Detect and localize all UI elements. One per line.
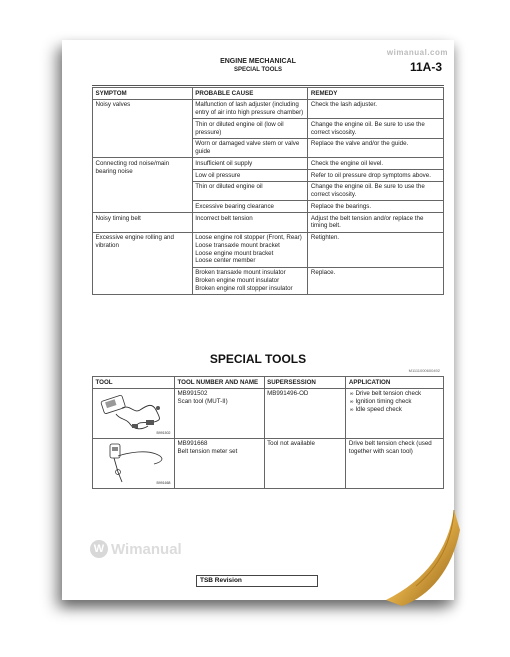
page-number: 11A-3: [409, 60, 442, 74]
col-header-tool-number: TOOL NUMBER AND NAME: [175, 377, 265, 389]
tool-image-cell: [93, 438, 175, 488]
symptom-cell: Connecting rod noise/main bearing noise: [93, 158, 193, 213]
application-cell: Drive belt tension check (used together with scan tool): [346, 438, 444, 488]
tool-name: Belt tension meter set: [177, 448, 238, 455]
list-item: ∞ Drive belt tension check: [357, 390, 441, 398]
cause-cell: [192, 232, 308, 267]
tool-image-cell: [93, 388, 175, 438]
tool-number-cell: [175, 388, 265, 438]
cause-line: Broken engine roll stopper insulator: [195, 284, 293, 292]
tsb-revision-box: TSB Revision: [196, 575, 318, 587]
remedy-cell: Change the engine oil. Be sure to use the correct viscosity.: [308, 181, 444, 201]
col-header-symptom: SYMPTOM: [93, 88, 193, 100]
cause-cell: Worn or damaged valve stem or valve guide: [192, 138, 308, 158]
cause-line: Loose engine roll stopper (Front, Rear): [195, 234, 302, 241]
tool-image-label: B991668: [156, 480, 171, 485]
remedy-cell: Adjust the belt tension and/or replace the timing belt.: [308, 213, 444, 233]
wimanual-logo: [90, 540, 182, 558]
special-tools-heading: SPECIAL TOOLS: [209, 352, 307, 366]
table-row: [93, 99, 444, 119]
section-subtitle: SPECIAL TOOLS: [233, 67, 283, 73]
application-cell: [346, 388, 444, 438]
table-row: [93, 232, 444, 267]
tools-table-header: [93, 377, 444, 389]
cause-line: Loose center member: [195, 257, 256, 265]
special-tools-code: M1111000600492: [408, 368, 440, 373]
cause-cell: Excessive bearing clearance: [192, 201, 308, 213]
symptom-cell: Excessive engine rolling and vibration: [93, 232, 193, 294]
cause-line: Broken transaxle mount insulator: [195, 269, 286, 276]
cause-cell: [192, 267, 308, 294]
remedy-cell: Replace the valve and/or the guide.: [308, 138, 444, 158]
table-row: [93, 213, 444, 233]
scan-tool-illustration: [96, 390, 172, 436]
remedy-cell: Retighten.: [308, 232, 444, 267]
remedy-cell: Change the engine oil. Be sure to use the correct viscosity.: [308, 119, 444, 139]
remedy-cell: Replace.: [308, 267, 444, 294]
list-item: ∞ Idle speed check: [357, 406, 441, 414]
section-title: ENGINE MECHANICAL: [220, 58, 296, 65]
table-row: [93, 388, 444, 438]
page-curl-decoration: [386, 510, 466, 606]
col-header-cause: PROBABLE CAUSE: [192, 88, 308, 100]
header-rule: [92, 85, 444, 86]
site-watermark: wimanual.com: [386, 48, 448, 57]
tool-number: MB991502: [177, 390, 208, 398]
logo-mark: W: [90, 540, 108, 558]
col-header-tool: TOOL: [93, 377, 175, 389]
remedy-cell: Check the lash adjuster.: [308, 99, 444, 119]
belt-meter-illustration: [96, 440, 172, 486]
tool-number: MB991668: [177, 440, 208, 448]
supersession-cell: Tool not available: [264, 438, 346, 488]
col-header-remedy: REMEDY: [308, 88, 444, 100]
tool-number-cell: [175, 438, 265, 488]
logo-text: Wimanual: [111, 540, 182, 558]
col-header-supersession: SUPERSESSION: [264, 377, 346, 389]
symptom-cell: Noisy valves: [93, 99, 193, 158]
cause-cell: Thin or diluted engine oil (low oil pressure): [192, 119, 308, 139]
scan-tool-image: [96, 390, 172, 436]
table-row: [93, 438, 444, 488]
tool-image-label: B991502: [156, 430, 171, 435]
col-header-application: APPLICATION: [346, 377, 444, 389]
cause-line: Loose engine mount bracket: [195, 249, 274, 257]
tool-name: Scan tool (MUT-II): [177, 398, 228, 405]
application-list: [349, 390, 441, 413]
special-tools-table: [92, 376, 444, 489]
remedy-cell: Check the engine oil level.: [308, 158, 444, 170]
cause-line: Loose transaxle mount bracket: [195, 241, 280, 249]
belt-meter-image: [96, 440, 172, 486]
cause-cell: Thin or diluted engine oil: [192, 181, 308, 201]
cause-line: Broken engine mount insulator: [195, 276, 280, 284]
remedy-cell: Replace the bearings.: [308, 201, 444, 213]
list-item: ∞ Ignition timing check: [357, 398, 441, 406]
symptom-cell: Noisy timing belt: [93, 213, 193, 233]
cause-cell: Malfunction of lash adjuster (including entry of air into high pressure chamber): [192, 99, 308, 119]
supersession-cell: MB991496-OD: [264, 388, 346, 438]
symptom-table: [92, 87, 444, 295]
cause-cell: Incorrect belt tension: [192, 213, 308, 233]
table-row: [93, 158, 444, 170]
remedy-cell: Refer to oil pressure drop symptoms above.: [308, 170, 444, 182]
symptom-table-header: [93, 88, 444, 100]
page-header: [62, 48, 454, 84]
cause-cell: Low oil pressure: [192, 170, 308, 182]
cause-cell: Insufficient oil supply: [192, 158, 308, 170]
